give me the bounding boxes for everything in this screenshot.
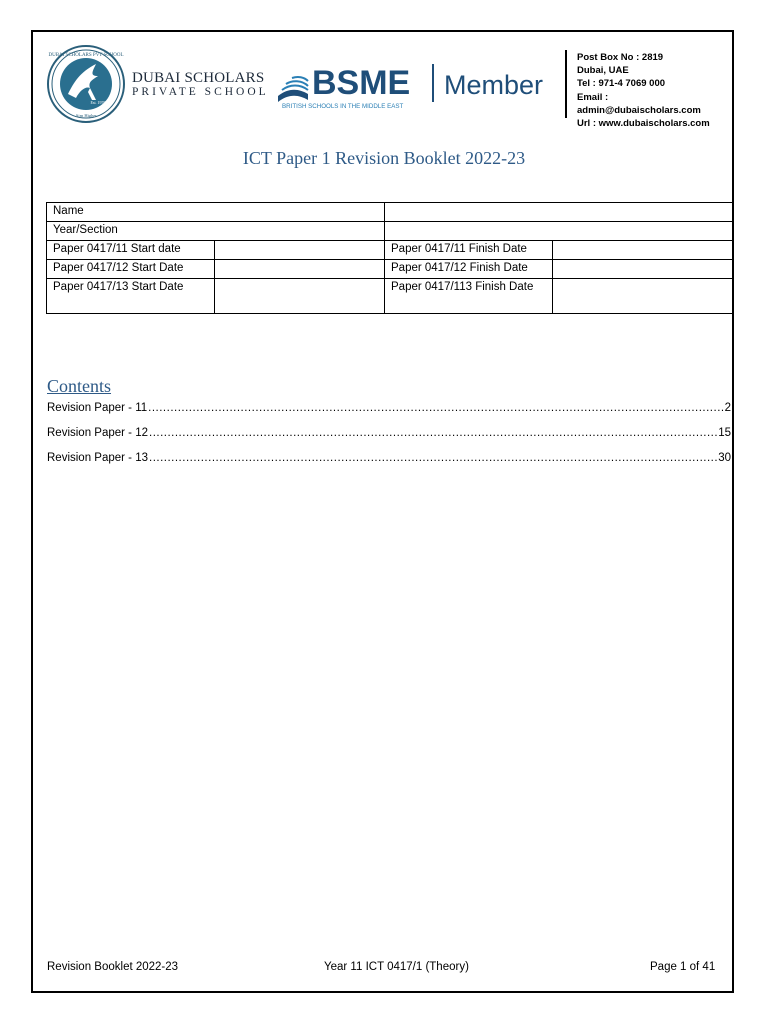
- toc-entry-page: 15: [718, 427, 731, 439]
- contact-email: Email : admin@dubaischolars.com: [577, 91, 701, 116]
- start-date-value-cell[interactable]: [215, 279, 385, 314]
- school-name: [132, 70, 269, 99]
- document-title: ICT Paper 1 Revision Booklet 2022-23: [242, 148, 526, 168]
- start-date-value-cell[interactable]: [215, 260, 385, 279]
- finish-date-label: Paper 0417/113 Finish Date: [385, 279, 553, 314]
- toc-entry-label: Revision Paper - 12: [47, 427, 148, 439]
- start-date-label: Paper 0417/13 Start Date: [47, 279, 215, 314]
- table-row: [47, 222, 733, 241]
- toc-leader-dots: [148, 400, 723, 416]
- contact-city: Dubai, UAE: [577, 65, 629, 77]
- toc-entry-label: Revision Paper - 13: [47, 452, 148, 464]
- contact-tel: Tel : 971-4 7069 000: [577, 78, 666, 90]
- finish-date-value-cell[interactable]: [553, 241, 733, 260]
- toc-leader-dots: [149, 425, 717, 441]
- svg-text:Member: Member: [444, 70, 544, 100]
- year-section-value-cell[interactable]: [385, 222, 733, 241]
- table-row: [47, 241, 733, 260]
- footer-left-text: Revision Booklet 2022-23: [47, 961, 179, 973]
- contents-heading: Contents: [47, 376, 112, 396]
- finish-date-label: Paper 0417/12 Finish Date: [385, 260, 553, 279]
- table-of-contents: [47, 400, 731, 475]
- finish-date-value-cell[interactable]: [553, 279, 733, 314]
- contact-block: [577, 51, 734, 130]
- name-value-cell[interactable]: [385, 203, 733, 222]
- open-book-icon: [278, 77, 308, 102]
- svg-text:Aim Higher: Aim Higher: [75, 113, 97, 118]
- table-row: [47, 203, 733, 222]
- letterhead: [44, 42, 734, 130]
- student-info-table: [46, 202, 733, 314]
- svg-text:Est. 1976: Est. 1976: [90, 100, 106, 105]
- svg-text:BSME: BSME: [312, 64, 411, 102]
- contact-po-box: Post Box No : 2819: [577, 52, 664, 63]
- contact-divider: [565, 50, 567, 118]
- toc-leader-dots: [149, 450, 717, 466]
- table-row: [47, 279, 733, 314]
- school-name-line1: DUBAI SCHOLARS: [132, 70, 265, 86]
- year-section-label: Year/Section: [47, 222, 385, 241]
- start-date-label: Paper 0417/11 Start date: [47, 241, 215, 260]
- svg-text:BRITISH SCHOOLS IN THE MIDDLE: BRITISH SCHOOLS IN THE MIDDLE EAST: [282, 103, 404, 110]
- page-border: [31, 30, 734, 993]
- start-date-value-cell[interactable]: [215, 241, 385, 260]
- svg-text:DUBAI SCHOLARS PVT SCHOOL: DUBAI SCHOLARS PVT SCHOOL: [48, 53, 124, 58]
- bsme-member-logo: [274, 60, 562, 112]
- toc-entry-page: 30: [718, 452, 731, 464]
- toc-entry-page: 2: [724, 402, 731, 414]
- start-date-label: Paper 0417/12 Start Date: [47, 260, 215, 279]
- finish-date-value-cell[interactable]: [553, 260, 733, 279]
- toc-entry-label: Revision Paper - 11: [47, 402, 148, 414]
- finish-date-label: Paper 0417/11 Finish Date: [385, 241, 553, 260]
- footer-center-text: Year 11 ICT 0417/1 (Theory): [324, 961, 469, 973]
- toc-entry[interactable]: [47, 450, 731, 475]
- school-crest-logo: [46, 42, 126, 127]
- table-row: [47, 260, 733, 279]
- toc-entry[interactable]: [47, 400, 731, 425]
- name-label: Name: [47, 203, 385, 222]
- toc-entry[interactable]: [47, 425, 731, 450]
- school-name-line2: PRIVATE SCHOOL: [132, 86, 269, 98]
- footer-page-number: Page 1 of 41: [650, 961, 716, 973]
- contact-url: Url : www.dubaischolars.com: [577, 118, 710, 130]
